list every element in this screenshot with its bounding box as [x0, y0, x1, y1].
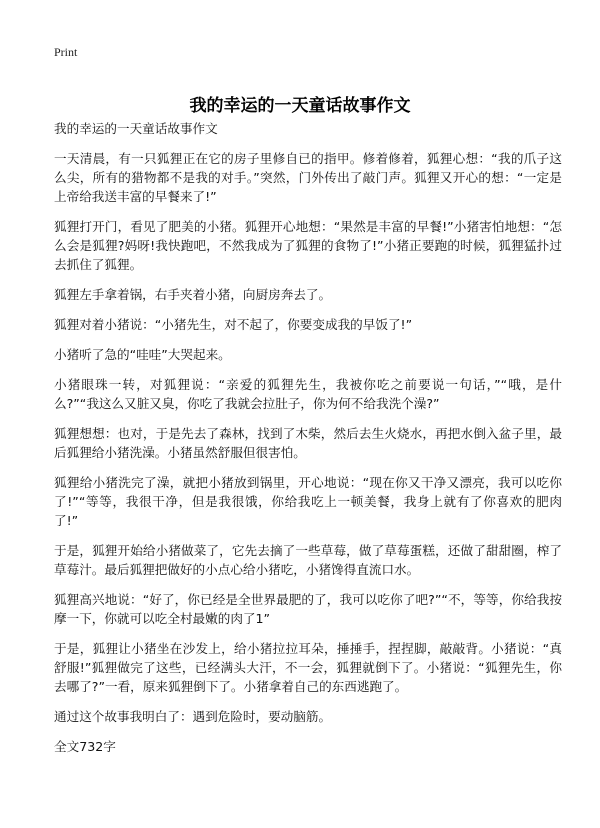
- paragraph: 通过这个故事我明白了：遇到危险时，要动脑筋。: [54, 709, 332, 724]
- paragraph: 狐狸对着小猪说：“小猪先生，对不起了，你要变成我的早饭了!”: [54, 317, 413, 332]
- paragraph: 小猪眼珠一转，对狐狸说：“亲爱的狐狸先生，我被你吃之前要说一句话，”“哦，是什么?”“我这么又脏又臭，你吃了我就会拉肚子，你为何不给我洗个澡?”: [54, 377, 562, 411]
- article-body: [54, 119, 562, 756]
- paragraph: 狐狸左手拿着锅，右手夹着小猪，向厨房奔去了。: [54, 287, 332, 302]
- article-subtitle: 我的幸运的一天童话故事作文: [54, 121, 218, 136]
- paragraph: 于是，狐狸开始给小猪做菜了，它先去摘了一些草莓，做了草莓蛋糕，还做了甜甜圈，榨了草莓汁。最后狐狸把做好的小点心给小猪吃，小猪馋得直流口水。: [54, 543, 562, 577]
- paragraph: 狐狸给小猪洗完了澡，就把小猪放到锅里，开心地说：“现在你又干净又漂亮，我可以吃你了!”“等等，我很干净，但是我很饿，你给我吃上一顿美餐，我身上就有了你喜欢的肥肉了!”: [54, 475, 562, 528]
- paragraph: 狐狸打开门，看见了肥美的小猪。狐狸开心地想：“果然是丰富的早餐!”小猪害怕地想：“怎么会是狐狸?妈呀!我快跑吧，不然我成为了狐狸的食物了!”小猪正要跑的时候，狐狸猛扑过去抓住了狐狸。: [54, 219, 562, 272]
- print-link[interactable]: Print: [54, 45, 78, 59]
- paragraph: 狐狸想想：也对，于是先去了森林，找到了木柴，然后去生火烧水，再把水倒入盆子里，最后狐狸给小猪洗澡。小猪虽然舒服但很害怕。: [54, 426, 562, 460]
- page-title: 我的幸运的一天童话故事作文: [189, 96, 411, 117]
- paragraph: 一天清晨，有一只狐狸正在它的房子里修自已的指甲。修着修着，狐狸心想：“我的爪子这么尖，所有的猎物都不是我的对手。”突然，门外传出了敲门声。狐狸又开心的想：“一定是上帝给我送丰富的早餐来了!”: [54, 151, 562, 204]
- word-count: 全文732字: [54, 739, 116, 754]
- paragraph: 于是，狐狸让小猪坐在沙发上，给小猪拉拉耳朵，捶捶手，捏捏脚，敲敲背。小猪说：“真舒服!”狐狸做完了这些，已经满头大汗，不一会，狐狸就倒下了。小猪说：“狐狸先生，你去哪了?”一看，原来狐狸倒下了。小猪拿着自己的东西逃跑了。: [54, 641, 562, 694]
- paragraph: 狐狸高兴地说：“好了，你已经是全世界最肥的了，我可以吃你了吧?”“不，等等，你给我按摩一下，你就可以吃全村最嫩的肉了1”: [54, 592, 562, 626]
- paragraph: 小猪听了急的“哇哇”大哭起来。: [54, 347, 231, 362]
